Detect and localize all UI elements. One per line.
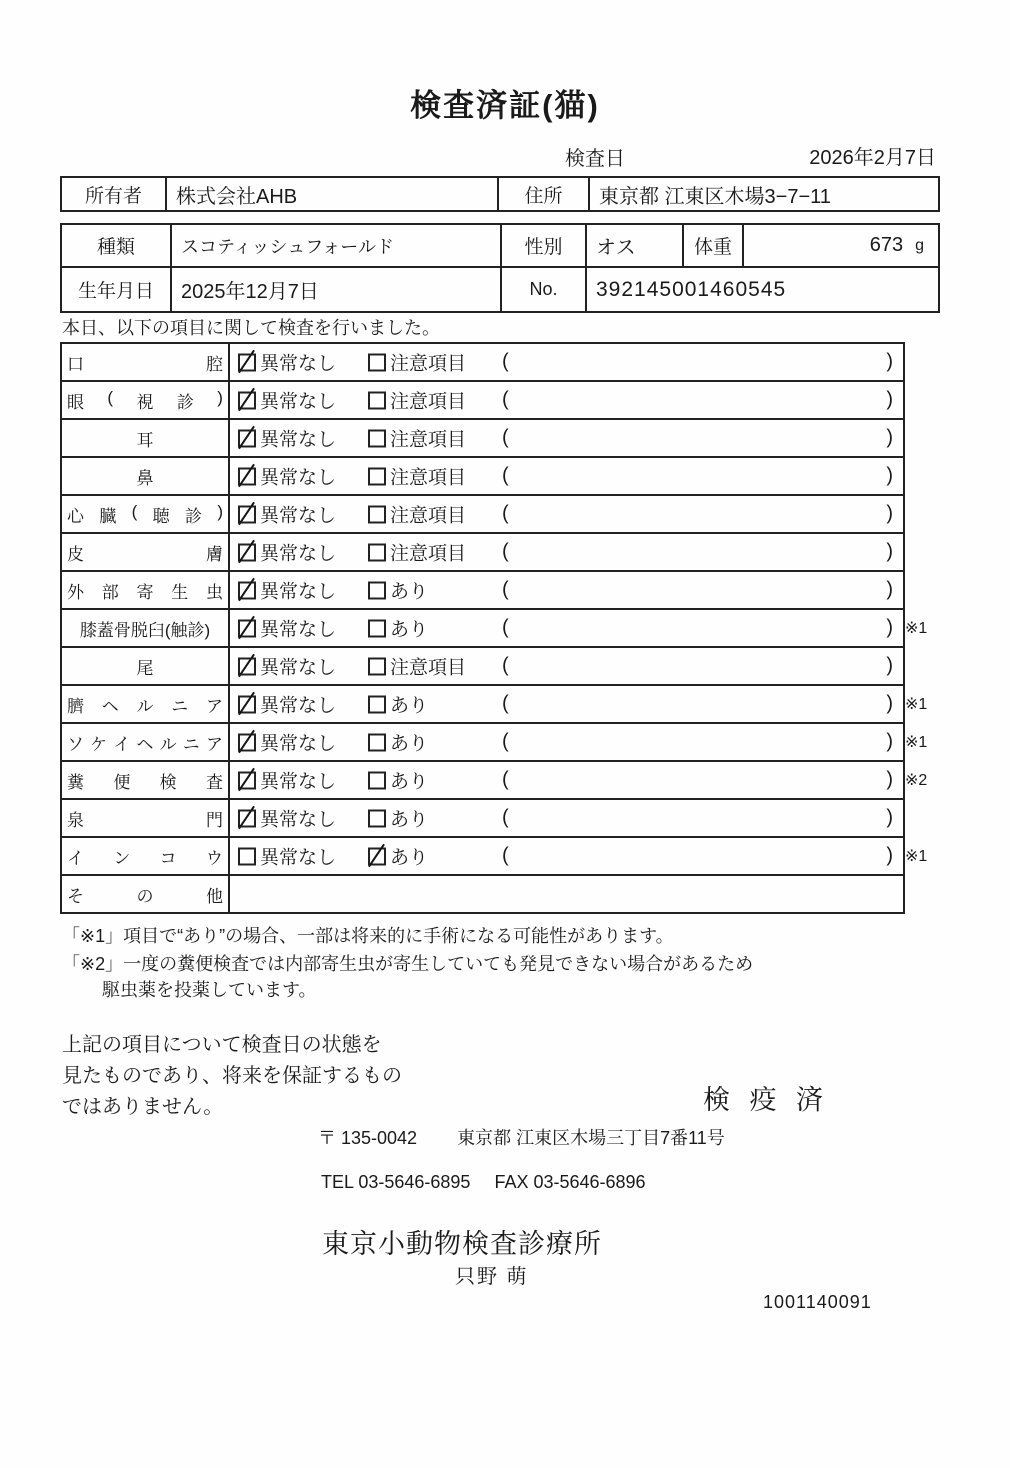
checkbox-attention[interactable] — [368, 505, 386, 523]
exam-row-oral — [62, 344, 903, 382]
checkbox-present[interactable] — [368, 695, 386, 713]
owner-label: 所有者 — [62, 178, 167, 210]
clinic-telfax-line — [321, 1172, 646, 1193]
checkbox-present[interactable] — [368, 771, 386, 789]
exam-row-heart — [62, 496, 903, 534]
paren-close: ) — [886, 844, 893, 867]
checkbox-present[interactable] — [368, 809, 386, 827]
checkbox-present[interactable] — [368, 581, 386, 599]
exam-item-label: 外 部 寄 生 虫 — [67, 582, 223, 602]
exam-item-label: 尾 — [136, 658, 154, 678]
checkbox-no-abnormality[interactable] — [238, 733, 256, 751]
disclaimer-line: ではありません。 — [62, 1096, 224, 1118]
clinic-postal-line — [318, 1124, 725, 1150]
option-label: あり — [390, 733, 429, 755]
breed-label: 種類 — [62, 225, 172, 266]
owner-table — [60, 176, 940, 212]
exam-item-label: 眼 ( 視 診 ) — [67, 387, 223, 412]
paren-open: ( — [502, 464, 509, 487]
checkbox-attention[interactable] — [368, 391, 386, 409]
exam-row-inguinal-hernia — [62, 724, 928, 762]
owner-value: 株式会社AHB — [167, 178, 499, 210]
paren-close: ) — [886, 540, 893, 563]
checkbox-no-abnormality[interactable] — [238, 353, 256, 371]
paren-open: ( — [502, 426, 509, 449]
exam-row-patella — [62, 610, 928, 648]
paren-open: ( — [502, 844, 509, 867]
option-label: あり — [390, 809, 429, 831]
breed-value: スコティッシュフォールド — [172, 225, 502, 266]
exam-item-label: イ ン コ ウ — [67, 848, 223, 868]
exam-row-tail — [62, 648, 903, 686]
weight-label: 体重 — [684, 225, 744, 266]
checkbox-no-abnormality[interactable] — [238, 429, 256, 447]
animal-table — [60, 223, 940, 313]
inspection-date-label: 検査日 — [565, 148, 625, 170]
option-label: 異常なし — [260, 695, 337, 717]
option-label: 注意項目 — [390, 467, 467, 489]
exam-item-label: 口 腔 — [67, 354, 223, 374]
exam-row-external-parasites — [62, 572, 903, 610]
checkbox-no-abnormality[interactable] — [238, 505, 256, 523]
certificate-number: 1001140091 — [763, 1292, 872, 1312]
option-label: 異常なし — [260, 391, 337, 413]
paren-open: ( — [502, 692, 509, 715]
postal-code: 〒 135-0042 — [318, 1128, 418, 1148]
option-label: 異常なし — [260, 429, 337, 451]
exam-item-label: ソ ケ イ ヘ ル ニ ア — [67, 734, 223, 754]
clinic-name: 東京小動物検査診療所 — [322, 1229, 602, 1259]
sex-value: オス — [587, 225, 684, 266]
clinic-address: 東京都 江東区木場三丁目7番11号 — [457, 1128, 725, 1148]
checkbox-no-abnormality[interactable] — [238, 581, 256, 599]
weight-cell — [744, 225, 938, 266]
paren-close: ) — [886, 502, 893, 525]
exam-item-label: 心 臓 ( 聴 診 ) — [67, 501, 223, 526]
exam-row-fecal — [62, 762, 928, 800]
address-value: 東京都 江東区木場3−7−11 — [599, 185, 831, 208]
option-label: 異常なし — [260, 543, 337, 565]
exam-item-label: 泉 門 — [67, 810, 223, 830]
paren-open: ( — [502, 502, 509, 525]
exam-row-skin — [62, 534, 903, 572]
option-label: 注意項目 — [390, 657, 467, 679]
footnote-1: 「※1」項目で“あり”の場合、一部は将来的に手術になる可能性があります。 — [62, 926, 674, 946]
checkbox-attention[interactable] — [368, 467, 386, 485]
exam-item-label: 糞 便 検 査 — [67, 772, 223, 792]
paren-open: ( — [502, 350, 509, 373]
exam-row-fontanelle — [62, 800, 903, 838]
exam-item-label: そ の 他 — [67, 886, 223, 906]
paren-close: ) — [886, 426, 893, 449]
birth-value: 2025年12月7日 — [172, 268, 502, 311]
checkbox-no-abnormality[interactable] — [238, 467, 256, 485]
paren-close: ) — [886, 654, 893, 677]
option-label: 注意項目 — [390, 353, 467, 375]
checkbox-attention[interactable] — [368, 657, 386, 675]
checkbox-no-abnormality[interactable] — [238, 809, 256, 827]
footnote-marker: ※1 — [905, 848, 928, 865]
option-label: 注意項目 — [390, 543, 467, 565]
exam-item-label: 皮 膚 — [67, 544, 223, 564]
option-label: あり — [390, 771, 429, 793]
clinic-tel: TEL 03-5646-6895 — [321, 1172, 471, 1192]
exam-item-label: 臍 ヘ ル ニ ア — [67, 696, 223, 716]
exam-checklist-table — [60, 342, 928, 914]
disclaimer-line: 見たものであり、将来を保証するもの — [62, 1065, 402, 1087]
paren-open: ( — [502, 578, 509, 601]
option-label: 異常なし — [260, 505, 337, 527]
sex-label: 性別 — [502, 225, 587, 266]
footnote-marker: ※1 — [905, 620, 928, 637]
checkbox-no-abnormality[interactable] — [238, 847, 256, 865]
option-label: 異常なし — [260, 847, 337, 869]
inspection-date-value: 2026年2月7日 — [809, 147, 936, 169]
address-label: 住所 — [499, 178, 590, 210]
checkbox-present[interactable] — [368, 619, 386, 637]
veterinarian-name: 只野 萌 — [455, 1266, 529, 1288]
paren-open: ( — [502, 806, 509, 829]
checkbox-no-abnormality[interactable] — [238, 391, 256, 409]
checkbox-present[interactable] — [368, 733, 386, 751]
footnote-marker: ※2 — [905, 772, 928, 789]
option-label: 異常なし — [260, 581, 337, 603]
option-label: あり — [390, 847, 429, 869]
paren-open: ( — [502, 616, 509, 639]
checkbox-attention[interactable] — [368, 429, 386, 447]
clinic-fax: FAX 03-5646-6896 — [494, 1172, 646, 1192]
option-label: 注意項目 — [390, 391, 467, 413]
no-value: 392145001460545 — [596, 277, 787, 301]
option-label: 異常なし — [260, 771, 337, 793]
paren-open: ( — [502, 654, 509, 677]
footnote-marker: ※1 — [905, 734, 928, 751]
exam-row-cryptorchidism — [62, 838, 928, 876]
exam-row-umbilical-hernia — [62, 686, 928, 724]
exam-row-other — [62, 876, 903, 912]
option-label: あり — [390, 581, 429, 603]
checkbox-attention[interactable] — [368, 543, 386, 561]
paren-open: ( — [502, 768, 509, 791]
disclaimer-paragraph — [62, 1030, 402, 1123]
paren-close: ) — [886, 578, 893, 601]
paren-close: ) — [886, 464, 893, 487]
checkbox-no-abnormality[interactable] — [238, 543, 256, 561]
checkbox-no-abnormality[interactable] — [238, 619, 256, 637]
paren-close: ) — [886, 616, 893, 639]
paren-close: ) — [886, 350, 893, 373]
paren-close: ) — [886, 806, 893, 829]
option-label: 注意項目 — [390, 505, 467, 527]
exam-row-ears — [62, 420, 903, 458]
intro-text: 本日、以下の項目に関して検査を行いました。 — [62, 318, 440, 338]
paren-close: ) — [886, 768, 893, 791]
checkbox-no-abnormality[interactable] — [238, 657, 256, 675]
paren-close: ) — [886, 730, 893, 753]
option-label: 異常なし — [260, 809, 337, 831]
option-label: 異常なし — [260, 657, 337, 679]
checkbox-present[interactable] — [368, 847, 386, 865]
paren-open: ( — [502, 388, 509, 411]
paren-open: ( — [502, 730, 509, 753]
paren-open: ( — [502, 540, 509, 563]
paren-close: ) — [886, 388, 893, 411]
weight-unit: g — [915, 236, 924, 254]
exam-item-label: 膝蓋骨脱臼(触診) — [79, 620, 211, 640]
quarantine-stamp: 検 疫 済 — [703, 1085, 830, 1115]
exam-item-label: 耳 — [136, 430, 154, 450]
checkbox-no-abnormality[interactable] — [238, 771, 256, 789]
no-label: No. — [502, 268, 587, 311]
paren-close: ) — [886, 692, 893, 715]
option-label: 注意項目 — [390, 429, 467, 451]
exam-row-nose — [62, 458, 903, 496]
disclaimer-line: 上記の項目について検査日の状態を — [62, 1034, 382, 1056]
option-label: あり — [390, 695, 429, 717]
option-label: 異常なし — [260, 733, 337, 755]
option-label: 異常なし — [260, 353, 337, 375]
option-label: あり — [390, 619, 429, 641]
page-title: 検査済証(猫) — [410, 88, 600, 123]
footnote-2-line1: 「※2」一度の糞便検査では内部寄生虫が寄生していても発見できない場合があるため — [62, 954, 754, 974]
exam-item-label: 鼻 — [136, 468, 154, 488]
checkbox-no-abnormality[interactable] — [238, 695, 256, 713]
option-label: 異常なし — [260, 619, 337, 641]
checkbox-attention[interactable] — [368, 353, 386, 371]
footnote-2-line2: 駆虫薬を投薬しています。 — [102, 980, 317, 1000]
exam-row-eyes — [62, 382, 903, 420]
birth-label: 生年月日 — [62, 268, 172, 311]
footnote-marker: ※1 — [905, 696, 928, 713]
weight-value: 673 — [869, 234, 904, 256]
option-label: 異常なし — [260, 467, 337, 489]
